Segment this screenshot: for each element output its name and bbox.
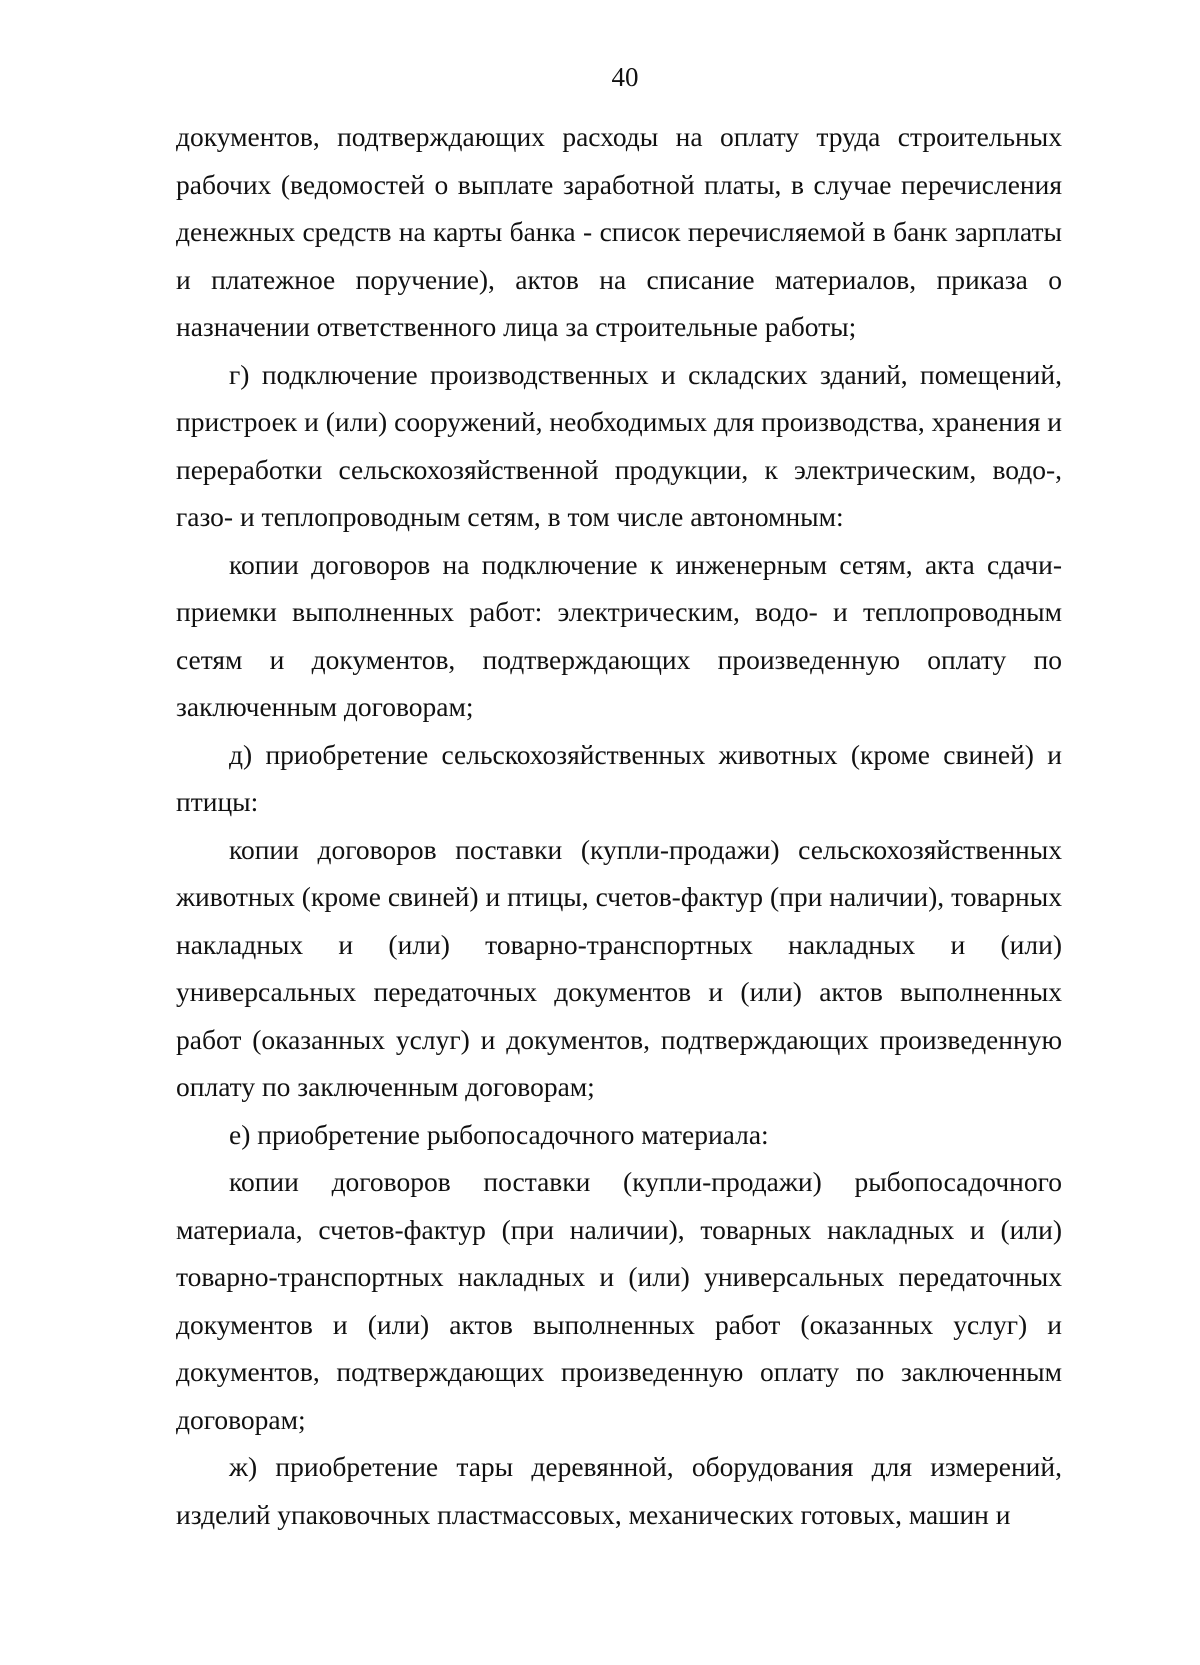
paragraph-item-g-documents: копии договоров на подключение к инженерным сетям, акта сдачи-приемки выполненных работ: электрическим, водо- и теплопроводным сетям и документов, подтверждающих произведенную оплату по заключенным договорам; <box>176 548 1062 722</box>
paragraph-item-e-documents: копии договоров поставки (купли-продажи) рыбопосадочного материала, счетов-фактур (при наличии), товарных накладных и (или) товарно-транспортных накладных и (или) универсальных передаточных документов и (или) актов выполненных работ (оказанных услуг) и документов, подтверждающих произведенную оплату по заключенным договорам; <box>176 1166 1062 1435</box>
paragraph-item-e: е) приобретение рыбопосадочного материала: <box>229 1118 769 1150</box>
paragraph-continuation: документов, подтверждающих расходы на оплату труда строительных рабочих (ведомостей о выплате заработной платы, в случае перечисления денежных средств на карты банка - список перечисляемой в банк зарплаты и платежное поручение), актов на списание материалов, приказа о назначении ответственного лица за строительные работы; <box>176 121 1062 342</box>
paragraph-item-g: г) подключение производственных и складских зданий, помещений, пристроек и (или) сооружений, необходимых для производства, хранения и переработки сельскохозяйственной продукции, к электрическим, водо-, газо- и теплопроводным сетям, в том числе автономным: <box>176 358 1062 532</box>
paragraph-item-d: д) приобретение сельскохозяйственных животных (кроме свиней) и птицы: <box>176 738 1062 817</box>
page-number: 40 <box>611 62 639 92</box>
paragraph-item-zh: ж) приобретение тары деревянной, оборудования для измерений, изделий упаковочных пластмассовых, механических готовых, машин и <box>176 1451 1062 1530</box>
paragraph-item-d-documents: копии договоров поставки (купли-продажи) сельскохозяйственных животных (кроме свиней) и птицы, счетов-фактур (при наличии), товарных накладных и (или) товарно-транспортных накладных и (или) универсальных передаточных документов и (или) актов выполненных работ (оказанных услуг) и документов, подтверждающих произведенную оплату по заключенным договорам; <box>176 833 1062 1102</box>
document-body <box>176 113 1062 1538</box>
